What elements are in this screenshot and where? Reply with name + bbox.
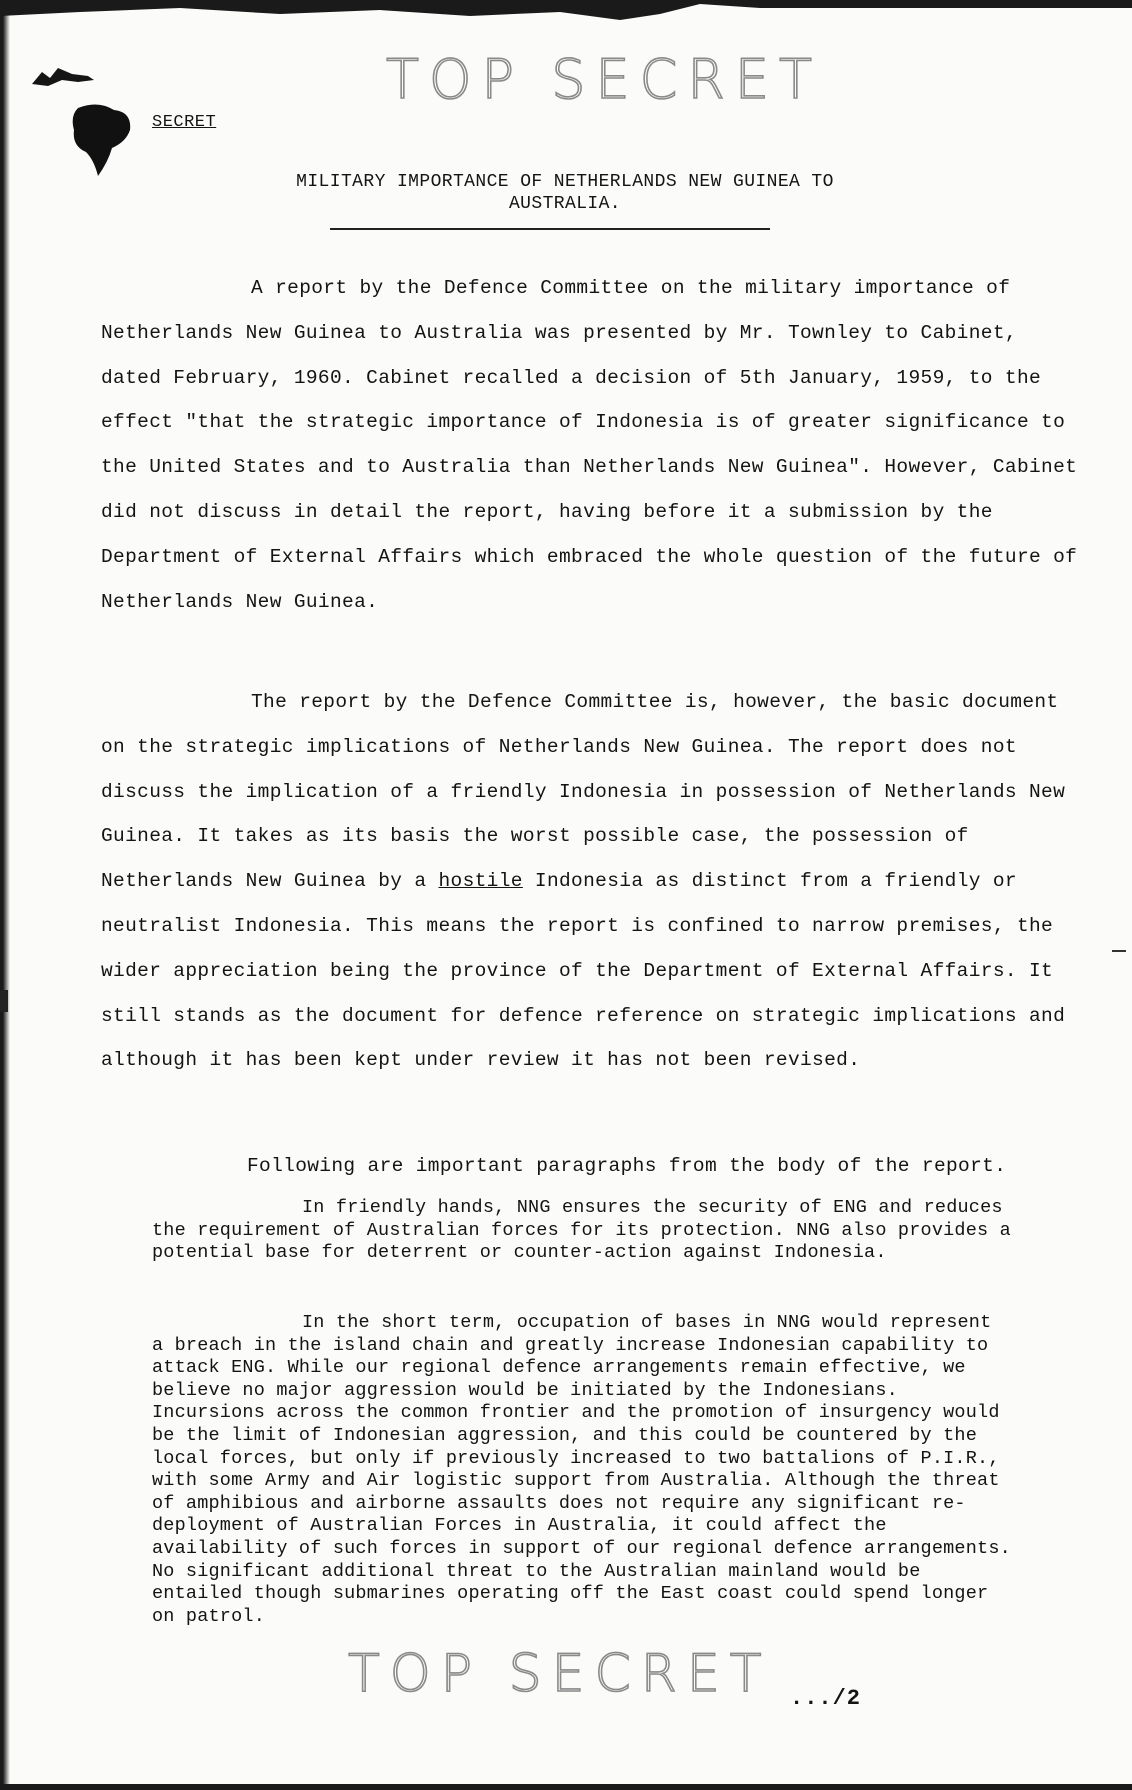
title-line-1: MILITARY IMPORTANCE OF NETHERLANDS NEW GUINEA TO [296,172,834,192]
scan-left-shadow [0,0,10,1790]
margin-mark [0,990,8,1012]
quoted-paragraph-2 [152,1312,1012,1628]
page-continuation: .../2 [790,1686,862,1711]
quoted-paragraph-1 [152,1197,1012,1265]
document-title [200,171,930,215]
paragraph-1: A report by the Defence Committee on the military importance of Netherlands New Guinea to Australia was presented by Mr. Townley to Cabinet, dated February, 1960. Cabinet recalled a decision of 5th January, 1959, to the effect "that the strategic importance of Indonesia is of greater significance to the United States and to Australia than Netherlands New Guinea". However, Cabinet did not discuss in detail the report, having before it a submission by the Department of External Affairs which embraced the whole question of the future of Netherlands New Guinea. [101,277,1078,613]
classification-label: SECRET [152,113,217,132]
quoted-paragraph-2-text: In the short term, occupation of bases in NNG would represent a breach in the island chain and greatly increase Indonesian capability to attack ENG. While our regional defence arrangements remain effective, we believe no major aggression would be initiated by the Indonesians. Incursions across the common frontier and the promotion of insurgency would be the limit of Indonesian aggression, and this could be countered by the local forces, but only if previously increased to two battalions of P.I.R., with some Army and Air logistic support from Australia. Although the threat of amphibious and airborne assaults does not require any significant re-deployment of Australian Forces in Australia, it could affect the availability of such forces in support of our regional defence arrangements. No significant additional threat to the Australian mainland would be entailed though submarines operating off the East coast could spend longer on patrol. [152,1312,1011,1627]
paragraph-2 [101,680,1081,1083]
scan-bottom-edge [0,1784,1132,1790]
ink-blot [68,100,138,178]
margin-mark [1112,950,1126,952]
ink-mark [28,60,98,90]
title-line-2: AUSTRALIA. [508,194,622,214]
quoted-paragraph-1-text: In friendly hands, NNG ensures the security of ENG and reduces the requirement of Australian forces for its protection. NNG also provides a potential base for deterrent or counter-action against Indonesia. [152,1197,1011,1264]
scan-top-edge [0,0,1132,22]
paragraph-2-text-b: Indonesia as distinct from a friendly or neutralist Indonesia. This means the report is confined to narrow premises, the wider appreciation being the province of the Department of External Affairs. It still stands as the document for defence reference on strategic implications and although it has been kept under review it has not been revised. [101,870,1066,1072]
title-underline [330,228,770,230]
top-secret-stamp: TOP SECRET [386,48,822,111]
top-secret-stamp-bottom: TOP SECRET [348,1644,772,1704]
paragraph-3: Following are important paragraphs from the body of the report. [247,1155,1007,1177]
emphasis-hostile: hostile [438,870,523,893]
paragraph-2-text-a: The report by the Defence Committee is, however, the basic document on the strategic implications of Netherlands New Guinea. The report does not discuss the implication of a friendly Indonesia in possession of Netherlands New Guinea. It takes as its basis the worst possible case, the possession of Netherlands New Guinea by a [101,691,1066,893]
